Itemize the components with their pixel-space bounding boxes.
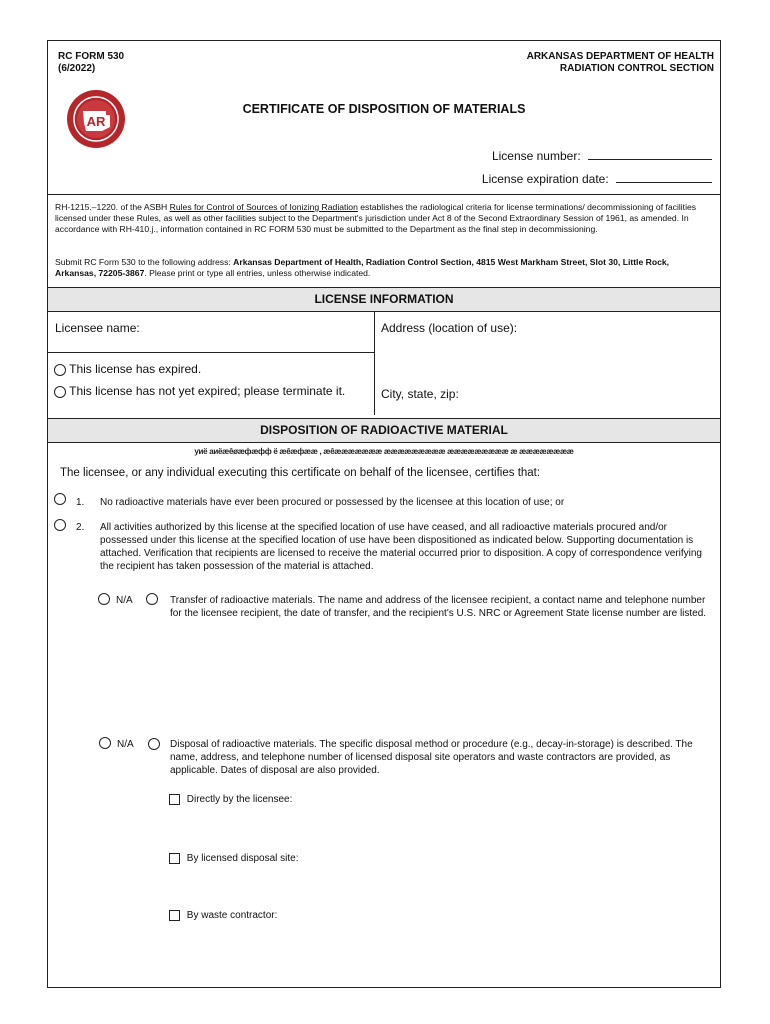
disposal-na-radio[interactable]	[99, 737, 111, 749]
garbled-text-line: уиё аиёæêøæфæфф ë æêæфææ , æêæææææææ æææææææææ æææææææææ æ ææææææææ	[194, 447, 574, 456]
licensee-name-field[interactable]	[148, 317, 368, 339]
intro-p2-prefix: Submit RC Form 530 to the following address:	[55, 257, 234, 267]
intro-p1-rest: establishes the radiological criteria for license terminations/ decommissioning of facilities licensed under these Rules, as well as other facilities subject to the Department's jurisdiction under Act 8 of the Second Extraordinary Session of 1961, as amended. In accordance with RH-410.j., information contained in RC FORM 530 must be submitted to the Department as the final step in decommissioning.	[55, 202, 697, 234]
license-not-expired-option[interactable]	[54, 384, 345, 398]
not-expired-radio[interactable]	[54, 386, 66, 398]
address-label: Address (location of use):	[381, 321, 518, 335]
form-frame	[47, 40, 721, 988]
disposal-radio[interactable]	[148, 738, 160, 750]
license-expiration-row	[482, 171, 712, 186]
disposal-text: Disposal of radioactive materials. The specific disposal method or procedure (e.g., decay-in-storage) is described. The name, address, and telephone number of licensed disposal site operators and waste contractors are provided, as applicable. Dates of disposal are also provided.	[170, 739, 693, 776]
form-date: (6/2022)	[58, 63, 96, 74]
name-field-divider	[48, 352, 374, 353]
intro-p2-rest: . Please print or type all entries, unless otherwise indicated.	[144, 268, 371, 278]
transfer-text: Transfer of radioactive materials. The name and address of the licensee recipient, a contact name and telephone number for the licensee recipient, the date of transfer, and the recipient's U.S. NRC or Agreement State license number are listed.	[170, 595, 707, 619]
column-divider	[374, 312, 375, 415]
check-disposal-site-row[interactable]	[169, 852, 299, 865]
license-expired-option[interactable]	[54, 362, 201, 376]
waste-contractor-checkbox[interactable]	[169, 910, 180, 921]
license-number-label: License number:	[491, 149, 581, 163]
submit-address: Arkansas Department of Health, Radiation Control Section, 4815 West Markham Street, Slot 30, Little Rock, Arkansas, 72205-3867	[55, 257, 670, 278]
page-title: CERTIFICATE OF DISPOSITION OF MATERIALS	[242, 102, 526, 116]
transfer-na-label: N/A	[116, 595, 133, 606]
disposal-site-details-field[interactable]	[188, 868, 708, 908]
not-expired-option-label: This license has not yet expired; please terminate it.	[69, 384, 346, 398]
divider	[48, 194, 720, 195]
licensee-name-label: Licensee name:	[55, 321, 140, 335]
license-expiration-label: License expiration date:	[481, 172, 609, 186]
arkansas-seal-icon	[66, 89, 126, 149]
form-number: RC FORM 530	[58, 51, 125, 62]
item1-number: 1.	[76, 497, 85, 508]
item1-radio[interactable]	[54, 493, 66, 505]
svg-text:AR: AR	[86, 114, 106, 129]
license-expiration-field[interactable]	[616, 171, 712, 183]
intro-paragraph-1	[55, 202, 711, 235]
expired-radio[interactable]	[54, 364, 66, 376]
license-information-heading: LICENSE INFORMATION	[48, 287, 720, 312]
item2-radio[interactable]	[54, 519, 66, 531]
item2-text: All activities authorized by this license at the specified location of use have ceased, and all radioactive materials procured and/or possessed under this license at the specified location of use have been dispositioned as indicated below. Supporting documentation is attached. Verification that recipients are licensed to receive the material occurred prior to disposition. A copy of correspondence verifying the recipient has taken possession of the material is attached.	[100, 522, 702, 572]
directly-label: Directly by the licensee:	[186, 794, 293, 805]
disposal-site-label: By licensed disposal site:	[186, 853, 299, 864]
disposal-na-label: N/A	[117, 739, 134, 750]
directly-checkbox[interactable]	[169, 794, 180, 805]
item2-number: 2.	[76, 522, 85, 533]
agency-line1: ARKANSAS DEPARTMENT OF HEALTH	[526, 51, 714, 62]
city-state-zip-label: City, state, zip:	[381, 387, 459, 401]
item1-text: No radioactive materials have ever been procured or possessed by the licensee at this location of use; or	[100, 497, 565, 508]
expired-option-label: This license has expired.	[69, 362, 202, 376]
directly-details-field[interactable]	[188, 809, 708, 849]
check-waste-contractor-row[interactable]	[169, 909, 277, 922]
rules-link[interactable]: Rules for Control of Sources of Ionizing Radiation	[169, 202, 358, 212]
intro-paragraph-2	[55, 257, 711, 279]
intro-p1-prefix: RH-1215.–1220. of the ASBH	[55, 202, 170, 212]
transfer-radio[interactable]	[146, 593, 158, 605]
certify-statement: The licensee, or any individual executing this certificate on behalf of the licensee, certifies that:	[60, 467, 541, 479]
transfer-na-radio[interactable]	[98, 593, 110, 605]
waste-contractor-label: By waste contractor:	[186, 910, 278, 921]
disposition-heading: DISPOSITION OF RADIOACTIVE MATERIAL	[48, 418, 720, 443]
check-directly-row[interactable]	[169, 793, 292, 806]
agency-line2: RADIATION CONTROL SECTION	[559, 63, 714, 74]
license-number-field[interactable]	[588, 148, 712, 160]
waste-contractor-details-field[interactable]	[188, 925, 708, 975]
license-number-row	[492, 148, 712, 163]
address-field[interactable]	[381, 337, 711, 377]
transfer-details-field[interactable]	[170, 641, 710, 731]
disposal-site-checkbox[interactable]	[169, 853, 180, 864]
